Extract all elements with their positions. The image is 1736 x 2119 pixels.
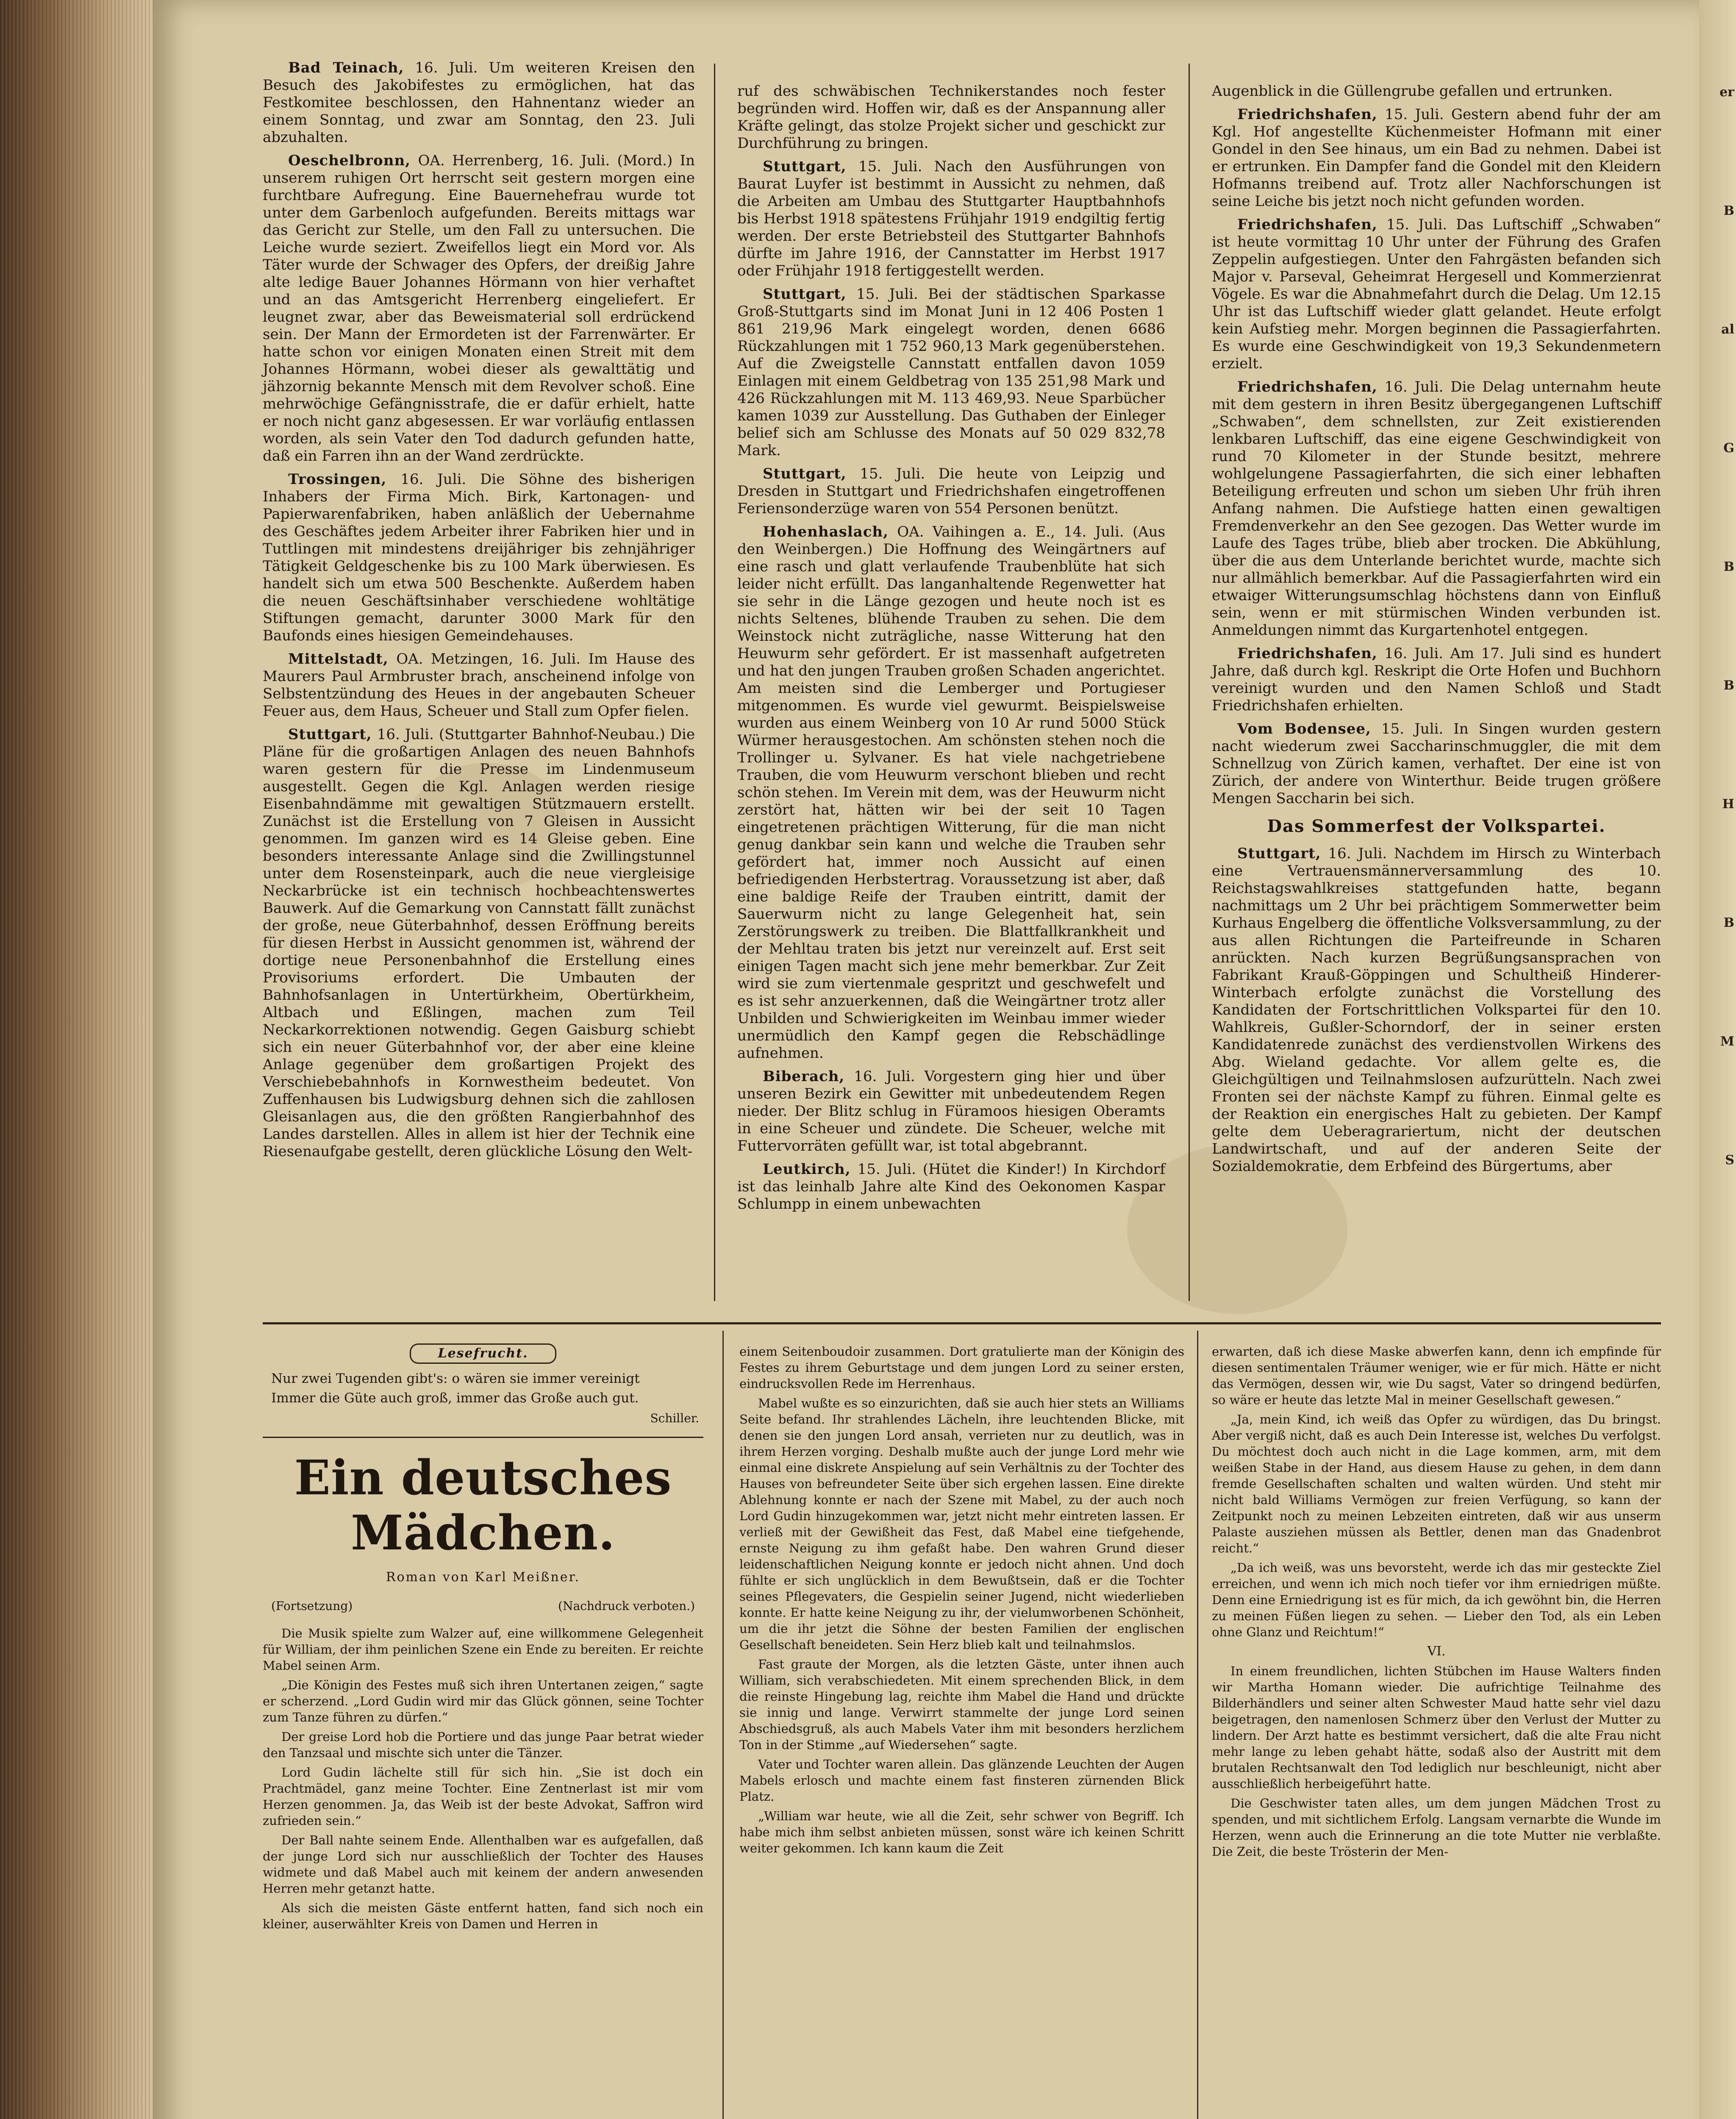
novel-paragraph: „William war heute, wie all die Zeit, sehr schwer von Begriff. Ich habe mich ihm selbst anbieten müssen, sonst wäre ich keinen Schritt weiter gekommen. Ich kann kaum die Zeit [739, 1809, 1184, 1855]
poem [271, 1369, 703, 1408]
section-heading: Das Sommerfest der Volkspartei. [1267, 816, 1606, 836]
news-item [1212, 216, 1661, 373]
news-item [737, 1161, 1165, 1213]
column-rule [714, 64, 715, 1301]
news-item [737, 83, 1165, 152]
dateline-place: Stuttgart, [288, 726, 372, 743]
lesefrucht-label: Lesefrucht. [410, 1343, 556, 1364]
book-page-stack [0, 0, 161, 2119]
edge-text-fragment: B [1723, 559, 1734, 574]
novel-paragraph: Lord Gudin lächelte still für sich hin. „Sie ist doch ein Prachtmädel, ganz meine Tochter. Eine Zentnerlast ist mir vom Herzen genommen. Ja, das Weib ist der beste Advokat, Saffron wird zufrieden sein.“ [263, 1765, 703, 1828]
news-item [1212, 83, 1661, 100]
novel-title: Ein deutsches Mädchen. [294, 1450, 672, 1561]
news-text: 15. Juli. Die heute von Leipzig und Dresden in Stuttgart und Friedrichshafen eingetroffenen Feriensonderzüge waren von 554 Personen benützt. [737, 465, 1165, 517]
dateline-place: Oeschelbronn, [288, 152, 411, 169]
news-text: Augenblick in die Güllengrube gefallen und ertrunken. [1212, 83, 1613, 100]
news-item [263, 651, 695, 720]
feuilleton-column-1 [263, 1343, 703, 1935]
chapter-numeral: VI. [1427, 1644, 1446, 1659]
news-item [263, 152, 695, 465]
news-text: 15. Juli. Gestern abend fuhr der am Kgl. Hof angestellte Küchenmeister Hofmann mit einer Gondel in den See hinaus, um ein Bad zu nehmen. Dabei ist er ertrunken. Ein Dampfer fand die Gondel mit den Kleidern Hofmanns treibend auf. Trotz aller Nachforschungen ist seine Leiche bis jetzt noch nicht gefunden worden. [1212, 106, 1661, 210]
news-column-1 [263, 59, 695, 1166]
news-text: 15. Juli. Bei der städtischen Sparkasse Groß-Stuttgarts sind im Monat Juni in 12 406 Posten 1 861 219,96 Mark eingelegt worden, denen 6686 Rückzahlungen mit 1 752 960,13 Mark gegenüberstehen. Auf die Zweigstelle Cannstatt entfallen davon 1059 Einlagen mit einem Geldbetrag von 135 251,98 Mark und 426 Rückzahlungen mit M. 113 469,93. Neue Sparbücher kamen 1039 zur Ausstellung. Das Guthaben der Einleger belief sich am Schlusse des Monats auf 50 029 832,78 Mark. [737, 286, 1165, 459]
novel-paragraph: Mabel wußte es so einzurichten, daß sie auch hier stets an Williams Seite befand. Ihr strahlendes Lächeln, ihre leuchtenden Blicke, mit denen sie den jungen Lord ansah, verrieten nur zu deutlich, was in ihrem Herzen vorging. Deshalb mußte auch der junge Lord mehr wie einmal eine diskrete Anspielung auf sein Verhältnis zu der Tochter des Hauses von befreundeter Seite über sich ergehen lassen. Eine direkte Ablehnung konnte er nach der Szene mit Mabel, zu der auch noch Lord Gudin hinzugekommen war, jetzt nicht mehr eintreten lassen. Er verließ mit der Gewißheit das Fest, daß Mabel eine tiefgehende, ernste Neigung zu ihm gefaßt habe. Den wahren Grund dieser leidenschaftlichen Neigung konnte er jedoch nicht ahnen. Und doch fühlte er sich unglücklich in dem Bewußtsein, daß er die Tochter seines Pflegevaters, die Gespielin seiner Jugend, nicht wiederlieben konnte. Er hatte keine Neigung zu ihr, der vielumworbenen Schönheit, um die ihr jetzt die Söhne der besten Familien der englischen Gesellschaft beneideten. Sein Herz blieb kalt und teilnahmslos. [739, 1396, 1184, 1652]
news-text: ruf des schwäbischen Technikerstandes noch fester begründen wird. Hoffen wir, daß es der Anspannung aller Kräfte gelingt, das stolze Projekt sicher und geschickt zur Durchführung zu bringen. [737, 83, 1165, 152]
news-column-3 [1212, 83, 1661, 1181]
novel-notes [263, 1598, 703, 1614]
news-item [737, 1068, 1165, 1155]
news-text: 16. Juli. (Stuttgarter Bahnhof-Neubau.) Die Pläne für die großartigen Anlagen des neuen Bahnhofs waren gestern für die Presse im Lindenmuseum ausgestellt. Gegen die Kgl. Anlagen werden riesige Eisenbahndämme mit gewaltigen Stützmauern erstellt. Zunächst ist die Erstellung von 7 Gleisen in Aussicht genommen. Im ganzen wird es 14 Gleise geben. Eine besonders interessante Anlage sind die Zwillingstunnel unter dem Rosensteinpark, auch die neue viergleisige Neckarbrücke ist ein technisch hochbeachtenswertes Bauwerk. Auf die Gemarkung von Cannstatt fällt zunächst der große, neue Güterbahnhof, dessen Eröffnung bereits für diesen Herbst in Aussicht genommen ist, während der dortige neue Personenbahnhof die Erstellung eines Provisoriums erfordert. Die Umbauten der Bahnhofsanlagen in Untertürkheim, Obertürkheim, Altbach und Eßlingen, machen zum Teil Neckarkorrektionen notwendig. Gegen Gaisburg schiebt sich ein neuer Güterbahnhof vor, der aber eine kleine Anlage gegenüber dem großartigen Projekt des Verschiebebahnhofs in Kornwestheim bedeutet. Von Zuffenhausen bis Ludwigsburg dehnen sich die zahllosen Gleisanlagen aus, die den größten Rangierbahnhof des Landes darstellen. Alles in allem ist hier der Technik eine Riesenaufgabe gestellt, deren glückliche Lösung den Welt- [263, 726, 695, 1160]
novel-paragraph: Die Musik spielte zum Walzer auf, eine willkommene Gelegenheit für William, der ihm peinlichen Szene ein Ende zu bereiten. Er reichte Mabel seinen Arm. [263, 1626, 703, 1673]
news-text: 16. Juli. Die Delag unternahm heute mit dem gestern in ihren Besitz übergegangenen Luftschiff „Schwaben“, dem schnellsten, zur Zeit existierenden lenkbaren Luftschiff, das eine eigene Geschwindigkeit von rund 70 Kilometer in der Stunde besitzt, mehrere wohlgelungene Passagierfahrten, die sich einer lebhaften Beteiligung erfreuten und schon um sieben Uhr früh ihren Anfang nahmen. Die Aufstiege hatten einen gewaltigen Fremdenverkehr an den See gezogen. Das Wetter wurde im Laufe des Tages trübe, blieb aber trocken. Die Abkühlung, über die aus dem Unterlande berichtet wurde, machte sich nur allmählich bemerkbar. Auf die Passagierfahrten wird ein etwaiger Witterungsumschlag höchstens dann von Einfluß sein, wenn er mit stürmischen Winden verbunden ist. Anmeldungen nimmt das Kurgartenhotel entgegen. [1212, 378, 1661, 639]
novel-paragraph: Der Ball nahte seinem Ende. Allenthalben war es aufgefallen, daß der junge Lord sich nur ausschließlich der Tochter des Hauses widmete und daß Mabel auch mit keinem der andern anwesenden Herren mehr getanzt hatte. [263, 1833, 703, 1896]
novel-paragraph: In einem freundlichen, lichten Stübchen im Hause Walters finden wir Martha Homann wieder. Die aufrichtige Teilnahme des Bilderhändlers und seiner alten Schwester Maud hatte sehr viel dazu beigetragen, den namenlosen Schmerz über den Verlust der Mutter zu lindern. Der Arzt hatte es bestimmt versichert, daß die alte Frau nicht mehr lange zu leben gehabt hätte, sodaß also der Austritt mit dem brutalen Rechtsanwalt den Tod lediglich nur beschleunigt, nicht aber ausschließlich herbeigeführt hatte. [1212, 1664, 1661, 1791]
edge-text-fragment: G [1723, 441, 1734, 456]
news-item [263, 726, 695, 1160]
news-item [1212, 720, 1661, 807]
news-text: 15. Juli. Das Luftschiff „Schwaben“ ist heute vormittag 10 Uhr unter der Führung des Grafen Zeppelin aufgestiegen. Unter den Fahrgästen befanden sich Major v. Parseval, Geheimrat Hergesell und Kommerzienrat Vögele. Es war die Abnahmefahrt durch die Delag. Um 12.15 Uhr ist das Luftschiff wieder glatt gelandet. Heute erfolgt kein Aufstieg mehr. Morgen beginnen die Passagierfahrten. Es wurde eine Geschwindigkeit von 19,3 Sekundenmetern erzielt. [1212, 216, 1661, 372]
continuation-note: (Fortsetzung) [271, 1599, 353, 1613]
dateline-place: Stuttgart, [763, 465, 847, 482]
dateline-place: Friedrichshafen, [1237, 645, 1378, 662]
news-item [1212, 845, 1661, 1175]
news-text: 15. Juli. In Singen wurden gestern nacht wiederum zwei Saccharinschmuggler, die mit dem Schnellzug von Zürich kamen, verhaftet. Der eine ist von Zürich, der andere von Winterthur. Beide trugen größere Mengen Saccharin bei sich. [1212, 720, 1661, 807]
novel-paragraph: „Ja, mein Kind, ich weiß das Opfer zu würdigen, das Du bringst. Aber vergiß nicht, daß es auch Dein Interesse ist, welches Du verfolgst. Du möchtest doch auch nicht in die Lage kommen, arm, mit dem weißen Stabe in der Hand, aus diesem Hause zu gehen, in dem dann fremde Gesellschaften schalten und walten würden. Und steht mir nicht bald Williams Vermögen zur freien Verfügung, so kann der Zeitpunkt noch zu meinen Lebzeiten eintreten, daß wir aus unserm Palaste ausziehen müssen als Bettler, denen man das Gnadenbrot reicht.“ [1212, 1412, 1661, 1555]
novel-paragraph: „Da ich weiß, was uns bevorsteht, werde ich das mir gesteckte Ziel erreichen, und wenn ich mich noch tiefer vor ihm erniedrigen müßte. Denn eine Erniedrigung ist es für mich, da ich gewöhnt bin, die Herren zu meinen Füßen liegen zu sehen. — Lieber den Tod, als ein Leben ohne Glanz und Reichtum!“ [1212, 1560, 1661, 1639]
news-text: 16. Juli. Nachdem im Hirsch zu Winterbach eine Vertrauensmännerversammlung des 10. Reichstagswahlkreises stattgefunden hatte, begann nachmittags um 2 Uhr bei prächtigem Sommerwetter beim Kurhaus Engelberg die öffentliche Volksversammlung, zu der aus allen Richtungen die Parteifreunde in Scharen anrückten. Nach kurzen Begrüßungsansprachen von Fabrikant Krauß-Göppingen und Schultheiß Hinderer-Winterbach erfolgte zunächst die Vorstellung des Kandidaten der Fortschrittlichen Volkspartei für den 10. Wahlkreis, Gußler-Schorndorf, der in seiner ersten Kandidatenrede zunächst des verdienstvollen Wirkens des Abg. Wieland gedachte. Vor allem gelte es, die Gleichgültigen und Teilnahmslosen aufzurütteln. Nach zwei Fronten sei der nächste Kampf zu führen. Einmal gelte es der Reaktion ein energisches Halt zu gebieten. Der Kampf gelte dem Ueberagrariertum, nicht der deutschen Landwirtschaft, und auf der anderen Seite der Sozialdemokratie, dem Erbfeind des Bürgertums, aber [1212, 845, 1661, 1175]
news-item [737, 523, 1165, 1062]
news-text: 16. Juli. Vorgestern ging hier und über unseren Bezirk ein Gewitter mit unbedeutendem Regen nieder. Der Blitz schlug in Füramoos hiesigen Oberamts in eine Scheuer und zündete. Die Scheuer, welche mit Futtervorräten gefüllt war, ist total abgebrannt. [737, 1068, 1165, 1154]
news-item [1212, 106, 1661, 210]
dateline-place: Friedrichshafen, [1237, 378, 1378, 395]
novel-text-col-3 [1212, 1343, 1661, 1863]
news-text: 16. Juli. Die Söhne des bisherigen Inhabers der Firma Mich. Birk, Kartonagen- und Papierwarenfabriken, haben anläßlich der Uebernahme des Geschäftes jedem Arbeiter ihrer Fabriken hier und in Tuttlingen mit mindestens dreijähriger bis zehnjähriger Tätigkeit Geldgeschenke bis zu 100 Mark überwiesen. Es handelt sich um etwa 500 Beschenkte. Außerdem haben die neuen Geschäftsinhaber verschiedene wohltätige Stiftungen gemacht, darunter 3000 Mark für den Baufonds eines hiesigen Gemeindehauses. [263, 471, 695, 644]
dateline-place: Stuttgart, [1237, 845, 1321, 862]
news-item [263, 59, 695, 146]
news-item [737, 286, 1165, 459]
dateline-place: Vom Bodensee, [1237, 720, 1371, 737]
dateline-place: Friedrichshafen, [1237, 106, 1378, 123]
edge-text-fragment: H [1722, 797, 1734, 812]
dateline-place: Hohenhaslach, [763, 523, 889, 540]
edge-text-fragment: B [1723, 915, 1734, 930]
edge-text-fragment: er [1719, 85, 1734, 100]
edge-text-fragment: B [1723, 678, 1734, 693]
dateline-place: Friedrichshafen, [1237, 216, 1378, 233]
news-item [737, 158, 1165, 280]
dateline-place: Bad Teinach, [288, 59, 404, 76]
novel-paragraph: „Die Königin des Festes muß sich ihren Untertanen zeigen,“ sagte er scherzend. „Lord Gudin wird mir das Glück gönnen, seine Tochter zum Tanze führen zu dürfen.“ [263, 1678, 703, 1724]
novel-paragraph: Vater und Tochter waren allein. Das glänzende Leuchten der Augen Mabels erlosch und machte einem fast finsteren zürnenden Blick Platz. [739, 1757, 1184, 1804]
novel-text-col-1 [263, 1625, 703, 1932]
reprint-note: (Nachdruck verboten.) [558, 1599, 695, 1613]
poem-line: Immer die Güte auch groß, immer das Große auch gut. [271, 1390, 639, 1406]
poem-author: Schiller. [650, 1411, 699, 1425]
news-text: OA. Herrenberg, 16. Juli. (Mord.) In unserem ruhigen Ort herrscht seit gestern morgen eine furchtbare Aufregung. Eine Bauernehefrau wurde tot unter dem Garbenloch aufgefunden. Bereits mittags war das Gericht zur Stelle, um den Fall zu untersuchen. Die Leiche wurde seziert. Zweifellos liegt ein Mord vor. Als Täter wurde der Schwager des Opfers, der dreißig Jahre alte ledige Bauer Johannes Hörmann von hier verhaftet und an das Amtsgericht Herrenberg eingeliefert. Er leugnet zwar, aber das Beweismaterial soll erdrückend sein. Der Mann der Ermordeten ist der Farrenwärter. Er hatte schon vor einigen Monaten einen Streit mit dem Johannes Hörmann, wobei dieser als gewalttätig und jähzornig bekannte Mensch mit dem Revolver schoß. Eine mehrwöchige Gefängnisstrafe, die er dafür erhielt, hatte er noch nicht ganz abgesessen. Er war vorläufig entlassen worden, als sein Vater den Tod dadurch gefunden hatte, daß ein Farren ihn an der Wand zerdrückte. [263, 152, 695, 464]
news-text: OA. Vaihingen a. E., 14. Juli. (Aus den Weinbergen.) Die Hoffnung des Weingärtners auf eine rasch und glatt verlaufende Traubenblüte hat sich leider nicht erfüllt. Das langanhaltende Regenwetter hat sie sehr in die Länge gezogen und heute noch ist es nichts Seltenes, blühende Trauben zu sehen. Die dem Weinstock nicht zuträgliche, nasse Witterung hat den Heuwurm sehr gefördert. Er ist massenhaft aufgetreten und hat den jungen Trauben großen Schaden angerichtet. Am meisten sind die Lemberger und Portugieser mitgenommen. Es wurde viel gewurmt. Beispielsweise wurden aus einem Weinberg von 10 Ar rund 5000 Stück Würmer herausgestochen. Am schönsten stehen noch die Trollinger u. Sylvaner. Es hat viele nachgetriebene Trauben, die vom Heuwurm verschont blieben und recht schön stehen. Im Verein mit dem, was der Heuwurm nicht zerstört hat, hätten wir bei der seit 10 Tagen eingetretenen prächtigen Witterung, für die man nicht genug dankbar sein kann und welche die Trauben sehr gefördert hat, immer noch Aussicht auf einen befriedigenden Herbstertrag. Voraussetzung ist aber, daß eine baldige Reife der Trauben eintritt, damit der Sauerwurm nicht zu lange Gelegenheit hat, sein Zerstörungswerk zu treiben. Die Blattfallkrankheit und der Mehltau traten bis jetzt nur vereinzelt auf. Erst seit einigen Tagen macht sich jene mehr bemerkbar. Zur Zeit wird sie zum viertenmale gespritzt und geschwefelt und es ist sehr anzuerkennen, daß die Weingärtner trotz aller Unbilden und Schwierigkeiten im Weinbau immer wieder unermüdlich den Kampf gegen die Rebschädlinge aufnehmen. [737, 523, 1165, 1062]
edge-text-fragment: S [1725, 1153, 1734, 1168]
dateline-place: Stuttgart, [763, 158, 847, 175]
column-rule [1197, 1331, 1198, 2119]
news-text: 15. Juli. (Hütet die Kinder!) In Kirchdorf ist das leinhalb Jahre alte Kind des Oekonomen Kaspar Schlumpp in einem unbewachten [737, 1161, 1165, 1212]
news-text: 16. Juli. Am 17. Juli sind es hundert Jahre, daß durch kgl. Reskript die Orte Hofen und Buchhorn vereinigt wurden und den Namen Schloß und Stadt Friedrichshafen erhielten. [1212, 645, 1661, 714]
column-rule [1189, 64, 1190, 1301]
news-item [737, 465, 1165, 517]
dateline-place: Leutkirch, [763, 1161, 851, 1178]
novel-paragraph: Die Geschwister taten alles, um dem jungen Mädchen Trost zu spenden, und mit sichtlichem Erfolg. Langsam vernarbte die Wunde im Herzen, wenn auch die Erinnerung an die tote Mutter nie verblaßte. Die Zeit, die beste Trösterin der Men- [1212, 1796, 1661, 1859]
column-rule [722, 1331, 724, 2119]
feuilleton-divider [263, 1437, 703, 1438]
novel-paragraph: einem Seitenboudoir zusammen. Dort gratulierte man der Königin des Festes zu ihrem Geburtstage und dem jungen Lord zu seiner ersten, eindrucksvollen Rede im Herrenhaus. [739, 1344, 1184, 1391]
news-column-2 [737, 83, 1165, 1219]
news-text: OA. Metzingen, 16. Juli. Im Hause des Maurers Paul Armbruster brach, anscheinend infolge von Selbstentzündung des Heues in der angebauten Scheuer Feuer aus, dem Haus, Scheuer und Stall zum Opfer fielen. [263, 651, 695, 720]
novel-byline: Roman von Karl Meißner. [386, 1570, 581, 1585]
novel-paragraph: Der greise Lord hob die Portiere und das junge Paar betrat wieder den Tanzsaal und mischte sich unter die Tänzer. [263, 1730, 703, 1760]
edge-text-fragment: B [1723, 203, 1734, 218]
next-page-edge [1699, 0, 1736, 2119]
news-text: 15. Juli. Nach den Ausführungen von Baurat Luyfer ist bestimmt in Aussicht zu nehmen, daß die Arbeiten am Umbau des Stuttgarter Hauptbahnhofs bis Herbst 1918 spätestens Frühjahr 1919 endgiltig fertig werden. Der erste Betriebsteil des Stuttgarter Bahnhofs dürfte im Jahre 1916, der Cannstatter im Herbst 1917 oder Frühjahr 1918 fertiggestellt werden. [737, 158, 1165, 279]
news-item [263, 471, 695, 645]
poem-line: Nur zwei Tugenden gibt's: o wären sie immer vereinigt [271, 1371, 640, 1386]
dateline-place: Stuttgart, [763, 286, 847, 303]
news-item [1212, 378, 1661, 639]
dateline-place: Trossingen, [288, 471, 387, 488]
novel-paragraph: Fast graute der Morgen, als die letzten Gäste, unter ihnen auch William, sich verabschiedeten. Mit einem sprechenden Blick, in dem die reinste Hingebung lag, reichte ihm Mabel die Hand und drückte sie innig und lange. Verwirrt stammelte der junge Lord seinen Abschiedsgruß, als auch Mabels Vater ihm mit besonders herzlichem Ton in der Stimme „auf Wiedersehen“ sagte. [739, 1657, 1184, 1752]
novel-text-col-2 [739, 1343, 1184, 1860]
dateline-place: Biberach, [763, 1068, 845, 1085]
feuilleton-separator [263, 1322, 1661, 1324]
novel-paragraph: Als sich die meisten Gäste entfernt hatten, fand sich noch ein kleiner, auserwählter Kreis von Damen und Herren in [263, 1901, 703, 1931]
newspaper-page [153, 0, 1699, 2119]
edge-text-fragment: al [1721, 322, 1734, 337]
edge-text-fragment: M [1720, 1034, 1734, 1049]
news-text: 16. Juli. Um weiteren Kreisen den Besuch des Jakobifestes zu ermöglichen, hat das Festkomitee beschlossen, den Hahnentanz wieder an einem Sonntag, und zwar am Sonntag, den 23. Juli abzuhalten. [263, 59, 695, 146]
news-item [1212, 645, 1661, 715]
dateline-place: Mittelstadt, [288, 651, 389, 667]
novel-paragraph: erwarten, daß ich diese Maske abwerfen kann, denn ich empfinde für diesen sentimentalen Träumer weniger, wie er für mich. Hätte er nicht das Vermögen, dessen wir, wie Du sagst, Vater so dringend bedürfen, so wäre er heute das letzte Mal in meiner Gesellschaft gewesen.“ [1212, 1344, 1661, 1407]
